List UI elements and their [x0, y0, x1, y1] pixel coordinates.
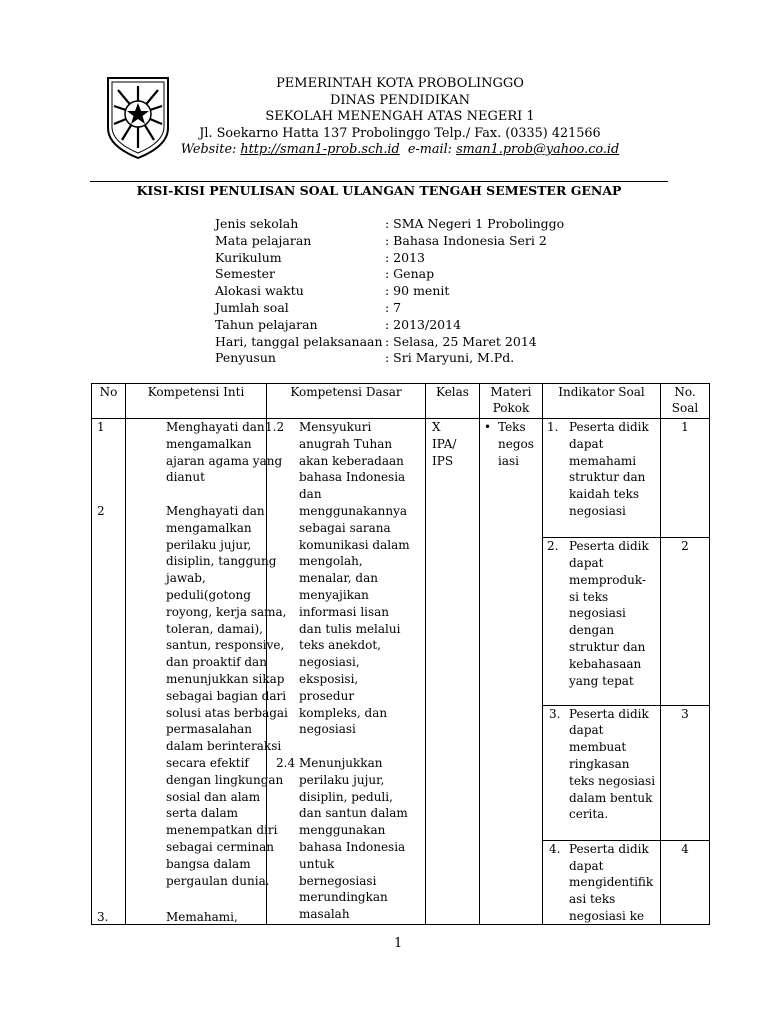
soal-number: 1	[681, 420, 689, 434]
text-line: prosedur	[299, 688, 355, 703]
text-line: akan keberadaan	[299, 453, 404, 468]
info-row	[215, 233, 564, 250]
text-line: menggunakannya	[299, 503, 407, 518]
kompetensi-dasar-cell	[267, 419, 426, 925]
table-row	[92, 419, 710, 538]
text-line: untuk	[299, 856, 335, 871]
text-line: dalam berinteraksi	[166, 739, 282, 754]
kisi-kisi-table	[91, 383, 710, 925]
email-label: e-mail:	[399, 142, 457, 157]
indikator-text	[569, 841, 653, 925]
header-materi-line1: Materi	[490, 385, 532, 399]
text-line: serta dalam	[166, 806, 238, 821]
text-line: komunikasi dalam	[299, 537, 410, 552]
info-value: : 90 menit	[385, 283, 450, 299]
table-header-row	[92, 384, 710, 419]
text-line: pergaulan dunia.	[166, 873, 270, 888]
text-line: santun, responsive,	[166, 638, 285, 653]
info-row	[215, 250, 564, 267]
text-line: struktur dan	[569, 640, 646, 655]
text-line: negosiasi,	[299, 655, 360, 670]
text-line: Menghayati dan	[166, 504, 265, 518]
indikator-number: 1.	[547, 420, 559, 434]
text-line: secara efektif	[166, 755, 249, 770]
text-line: Peserta didik	[569, 539, 649, 554]
text-line: negosiasi	[569, 606, 626, 621]
text-line: Peserta didik	[569, 841, 649, 856]
text-line: mengamalkan	[166, 436, 252, 451]
text-line: Memahami,	[166, 910, 238, 924]
text-line: ringkasan	[569, 756, 630, 771]
text-line: merundingkan	[299, 890, 388, 905]
text-line: negosiasi	[569, 503, 626, 518]
indikator-text	[569, 538, 649, 689]
header-kelas: Kelas	[426, 384, 480, 419]
page-number: 1	[394, 936, 403, 951]
text-line: kebahasaan	[569, 656, 642, 671]
no-soal-cell	[661, 705, 710, 840]
info-value: : 2013/2014	[385, 316, 462, 332]
text-line: bangsa dalam	[166, 856, 251, 871]
info-row	[215, 317, 564, 334]
text-line: menalar, dan	[299, 571, 378, 586]
header-nosoal-line2: Soal	[671, 401, 699, 415]
text-line: struktur dan	[569, 470, 646, 485]
text-line: disiplin, tanggung	[166, 554, 277, 569]
row-number: 2	[97, 504, 105, 518]
no-soal-cell	[661, 538, 710, 705]
text-line: yang tepat	[569, 673, 634, 688]
kompetensi-inti-text	[166, 909, 238, 926]
text-line: menunjukkan sikap	[166, 671, 285, 686]
text-line: menempatkan diri	[166, 823, 278, 838]
info-label: Jenis sekolah	[215, 216, 299, 231]
info-label: Jumlah soal	[215, 299, 289, 315]
kd-number: 2.4	[276, 756, 296, 770]
indikator-number: 2.	[547, 539, 559, 554]
letterhead-divider	[90, 181, 668, 182]
indikator-cell	[543, 705, 661, 840]
info-value: : SMA Negeri 1 Probolinggo	[385, 216, 565, 231]
info-row	[215, 283, 564, 300]
text-line: kompleks, dan	[299, 705, 388, 720]
text-line: iasi	[498, 453, 519, 468]
text-line: solusi atas berbagai	[166, 705, 288, 720]
info-label: Semester	[215, 266, 276, 282]
info-value: : Sri Maryuni, M.Pd.	[385, 350, 515, 366]
info-label: Mata pelajaran	[215, 232, 312, 248]
letterhead-department: DINAS PENDIDIKAN	[329, 92, 471, 108]
text-line: menggunakan	[299, 823, 386, 838]
header-materi-pokok	[480, 384, 543, 419]
indikator-text	[569, 419, 649, 520]
text-line: jawab,	[166, 571, 206, 586]
text-line: X	[432, 420, 441, 434]
text-line: dan	[299, 487, 322, 502]
text-line: Teks	[498, 420, 526, 434]
header-kompetensi-inti: Kompetensi Inti	[126, 384, 267, 419]
text-line: Menghayati dan	[166, 420, 265, 434]
info-label: Alokasi waktu	[215, 283, 304, 299]
text-line: peduli(gotong	[166, 587, 251, 602]
indikator-cell	[543, 419, 661, 538]
kd-number: 1.2	[265, 420, 285, 434]
letterhead-contact	[150, 142, 650, 159]
text-line: dan tulis melalui	[299, 621, 401, 636]
no-soal-cell	[661, 840, 710, 924]
text-line: permasalahan	[166, 722, 252, 737]
text-line: memahami	[569, 453, 637, 468]
text-line: royong, kerja sama,	[166, 604, 287, 619]
info-value: : Selasa, 25 Maret 2014	[385, 333, 537, 349]
text-line: memproduk-	[569, 572, 647, 587]
text-line: si teks	[569, 589, 609, 604]
info-label: Tahun pelajaran	[215, 316, 318, 332]
text-line: ajaran agama yang	[166, 453, 283, 468]
text-line: masalah	[299, 907, 350, 922]
text-line: informasi lisan	[299, 604, 390, 619]
text-line: teks negosiasi	[569, 773, 656, 788]
text-line: mengamalkan	[166, 520, 252, 535]
text-line: dalam bentuk	[569, 790, 653, 805]
text-line: IPA/	[432, 436, 457, 451]
text-line: dapat	[569, 858, 604, 873]
info-row	[215, 350, 564, 367]
info-value: : Bahasa Indonesia Seri 2	[385, 232, 547, 248]
soal-number: 4	[681, 841, 689, 856]
text-line: dengan lingkungan	[166, 772, 284, 787]
text-line: Mensyukuri	[299, 420, 372, 434]
text-line: Peserta didik	[569, 706, 649, 721]
text-line: Menunjukkan	[299, 756, 383, 770]
document-title: KISI-KISI PENULISAN SOAL ULANGAN TENGAH SEMESTER GENAP	[136, 183, 622, 198]
text-line: toleran, damai),	[166, 621, 263, 636]
text-line: sosial dan alam	[166, 789, 261, 804]
materi-pokok-cell	[480, 419, 543, 925]
text-line: bernegosiasi	[299, 873, 377, 888]
text-line: Peserta didik	[569, 420, 649, 434]
header-materi-line2: Pokok	[492, 401, 530, 415]
info-row	[215, 266, 564, 283]
text-line: perilaku jujur,	[299, 772, 385, 787]
text-line: cerita.	[569, 807, 609, 822]
email-link[interactable]: sman1.prob@yahoo.co.id	[456, 142, 620, 157]
text-line: bahasa Indonesia	[299, 470, 406, 485]
text-line: menyajikan	[299, 587, 369, 602]
text-line: kaidah teks	[569, 487, 639, 502]
text-line: mengolah,	[299, 554, 363, 569]
text-line: dapat	[569, 556, 604, 571]
text-line: eksposisi,	[299, 671, 359, 686]
text-line: mengidentifik	[569, 875, 654, 890]
text-line: sebagai bagian dari	[166, 688, 287, 703]
text-line: negos	[498, 436, 534, 451]
text-line: dianut	[166, 470, 205, 485]
info-row	[215, 216, 564, 233]
exam-info	[215, 216, 564, 367]
kompetensi-dasar-text	[299, 419, 410, 738]
header-nosoal-line1: No.	[674, 385, 696, 399]
header-kompetensi-dasar: Kompetensi Dasar	[267, 384, 426, 419]
materi-pokok-text	[498, 419, 534, 469]
indikator-number: 3.	[549, 706, 561, 721]
text-line: dan santun dalam	[299, 806, 408, 821]
soal-number: 2	[681, 539, 689, 554]
header-indikator-soal: Indikator Soal	[543, 384, 661, 419]
info-label: Kurikulum	[215, 249, 282, 265]
info-value: : 7	[385, 299, 402, 315]
indikator-text	[569, 706, 655, 824]
text-line: dengan	[569, 623, 615, 638]
bullet-icon: •	[484, 420, 492, 434]
text-line: dan proaktif dan	[166, 655, 267, 670]
no-soal-cell	[661, 419, 710, 538]
letterhead-government: PEMERINTAH KOTA PROBOLINGGO	[276, 76, 524, 91]
no-cell	[92, 419, 126, 925]
text-line: bahasa Indonesia	[299, 839, 406, 854]
text-line: asi teks	[569, 892, 616, 907]
indikator-cell	[543, 538, 661, 705]
indikator-cell	[543, 840, 661, 924]
header-no: No	[92, 384, 126, 419]
kelas-text	[432, 419, 456, 469]
info-row	[215, 334, 564, 351]
text-line: dapat	[569, 723, 604, 738]
text-line: sebagai cerminan	[166, 839, 274, 854]
info-row	[215, 300, 564, 317]
info-value: : 2013	[385, 249, 425, 265]
text-line: teks anekdot,	[299, 638, 381, 653]
text-line: IPS	[432, 453, 454, 468]
text-line: disiplin, peduli,	[299, 789, 393, 804]
text-line: sebagai sarana	[299, 520, 391, 535]
text-line: negosiasi	[299, 722, 356, 737]
kompetensi-dasar-text	[299, 755, 408, 923]
text-line: membuat	[569, 740, 627, 755]
text-line: anugrah Tuhan	[299, 436, 393, 451]
row-number: 3.	[97, 910, 109, 924]
soal-number: 3	[681, 706, 689, 721]
row-number: 1	[97, 420, 105, 434]
letterhead	[150, 76, 650, 159]
text-line: perilaku jujur,	[166, 537, 252, 552]
letterhead-school: SEKOLAH MENENGAH ATAS NEGERI 1	[265, 109, 535, 124]
text-line: dapat	[569, 436, 604, 451]
header-no-soal	[661, 384, 710, 419]
website-label: Website:	[180, 142, 241, 157]
indikator-number: 4.	[549, 841, 561, 856]
kelas-cell	[426, 419, 480, 925]
info-label: Penyusun	[215, 350, 276, 366]
info-label: Hari, tanggal pelaksanaan	[215, 333, 383, 349]
text-line: negosiasi ke	[569, 909, 645, 924]
letterhead-address: Jl. Soekarno Hatta 137 Probolinggo Telp./ Fax. (0335) 421566	[199, 125, 601, 141]
info-value: : Genap	[385, 266, 435, 282]
website-link[interactable]: http://sman1-prob.sch.id	[240, 142, 400, 157]
